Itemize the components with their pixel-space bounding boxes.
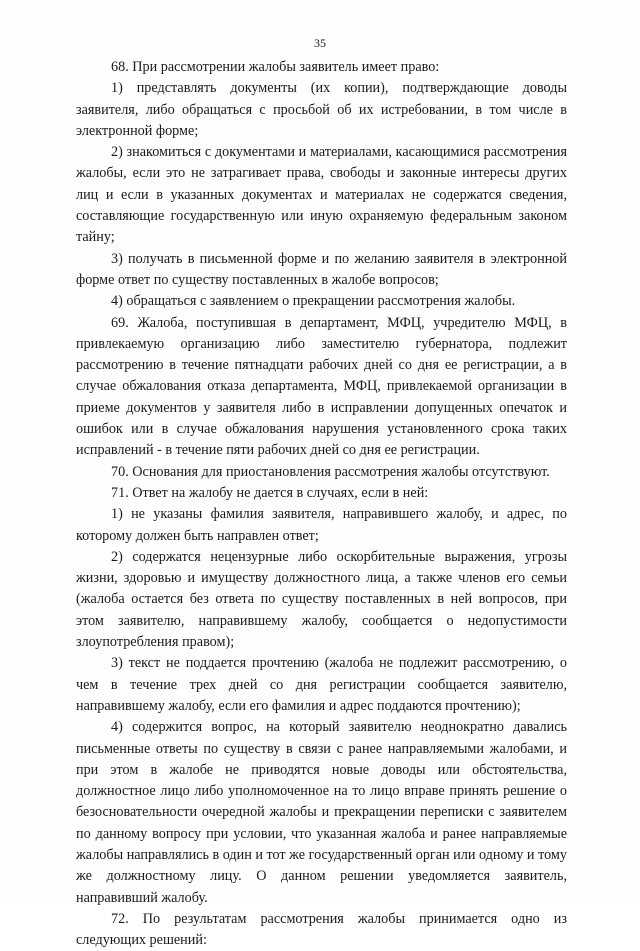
paragraph-69: 69. Жалоба, поступившая в департамент, МФЦ, учредителю МФЦ, в привлекаемую организацию либо заместителю губернатора, подлежит рассмотрению в течение пятнадцати рабочих дней со дня ее регистрации, а в случае обжалования отказа департамента, МФЦ, привлекаемой организации в приеме документов у заявителя либо в исправлении допущенных опечаток и ошибок или в случае обжалования нарушения установленного срока таких исправлений - в течение пяти рабочих дней со дня ее регистрации. (76, 314, 567, 459)
paragraph-71-heading: 71. Ответ на жалобу не дается в случаях, если в ней: (111, 484, 429, 501)
paragraph-71-item-4: 4) содержится вопрос, на который заявителю неоднократно давались письменные ответы по существу в связи с ранее направляемыми жалобами, и при этом в жалобе не приводятся новые доводы или обстоятельства, должностное лицо либо уполномоченное на то лицо вправе принять решение о безосновательности очередной жалобы и прекращении переписки с заявителем по данному вопросу при условии, что указанная жалоба и ранее направляемые жалобы направлялись в один и тот же государственный орган или одному и тому же должностному лицу. О данном решении уведомляется заявитель, направивший жалобу. (76, 719, 567, 906)
paragraph-68-item-3: 3) получать в письменной форме и по желанию заявителя в электронной форме ответ по существу поставленных в жалобе вопросов; (76, 250, 567, 288)
paragraph-68-item-1: 1) представлять документы (их копии), подтверждающие доводы заявителя, либо обращаться с просьбой об их истребовании, в том числе в электронной форме; (76, 80, 567, 139)
paragraph-68-item-4: 4) обращаться с заявлением о прекращении рассмотрения жалобы. (111, 293, 516, 310)
paragraph-70: 70. Основания для приостановления рассмотрения жалобы отсутствуют. (111, 463, 550, 480)
paragraph-72: 72. По результатам рассмотрения жалобы принимается одно из следующих решений: (76, 910, 567, 949)
paragraph-71-item-1: 1) не указаны фамилия заявителя, направившего жалобу, и адрес, по которому должен быть направлен ответ; (76, 506, 567, 544)
document-body (76, 57, 567, 951)
paragraph-71-item-2: 2) содержатся нецензурные либо оскорбительные выражения, угрозы жизни, здоровью и имуществу должностного лица, а также членов его семьи (жалоба остается без ответа по существу поставленных в ней вопросов, при этом заявителю, направившему жалобу, сообщается о недопустимости злоупотребления правом); (76, 548, 567, 651)
paragraph-68-item-2: 2) знакомиться с документами и материалами, касающимися рассмотрения жалобы, если это не затрагивает права, свободы и законные интересы других лиц и если в указанных документах и материалах не содержатся сведения, составляющие государственную или иную охраняемую федеральным законом тайну; (76, 144, 567, 246)
paragraph-71-item-3: 3) текст не поддается прочтению (жалоба не подлежит рассмотрению, о чем в течение трех дней со дня регистрации сообщается заявителю, направившему жалобу, если его фамилия и адрес поддаются прочтению); (76, 655, 567, 714)
page-number: 35 (314, 36, 326, 50)
paragraph-68-heading: 68. При рассмотрении жалобы заявитель имеет право: (111, 59, 440, 75)
